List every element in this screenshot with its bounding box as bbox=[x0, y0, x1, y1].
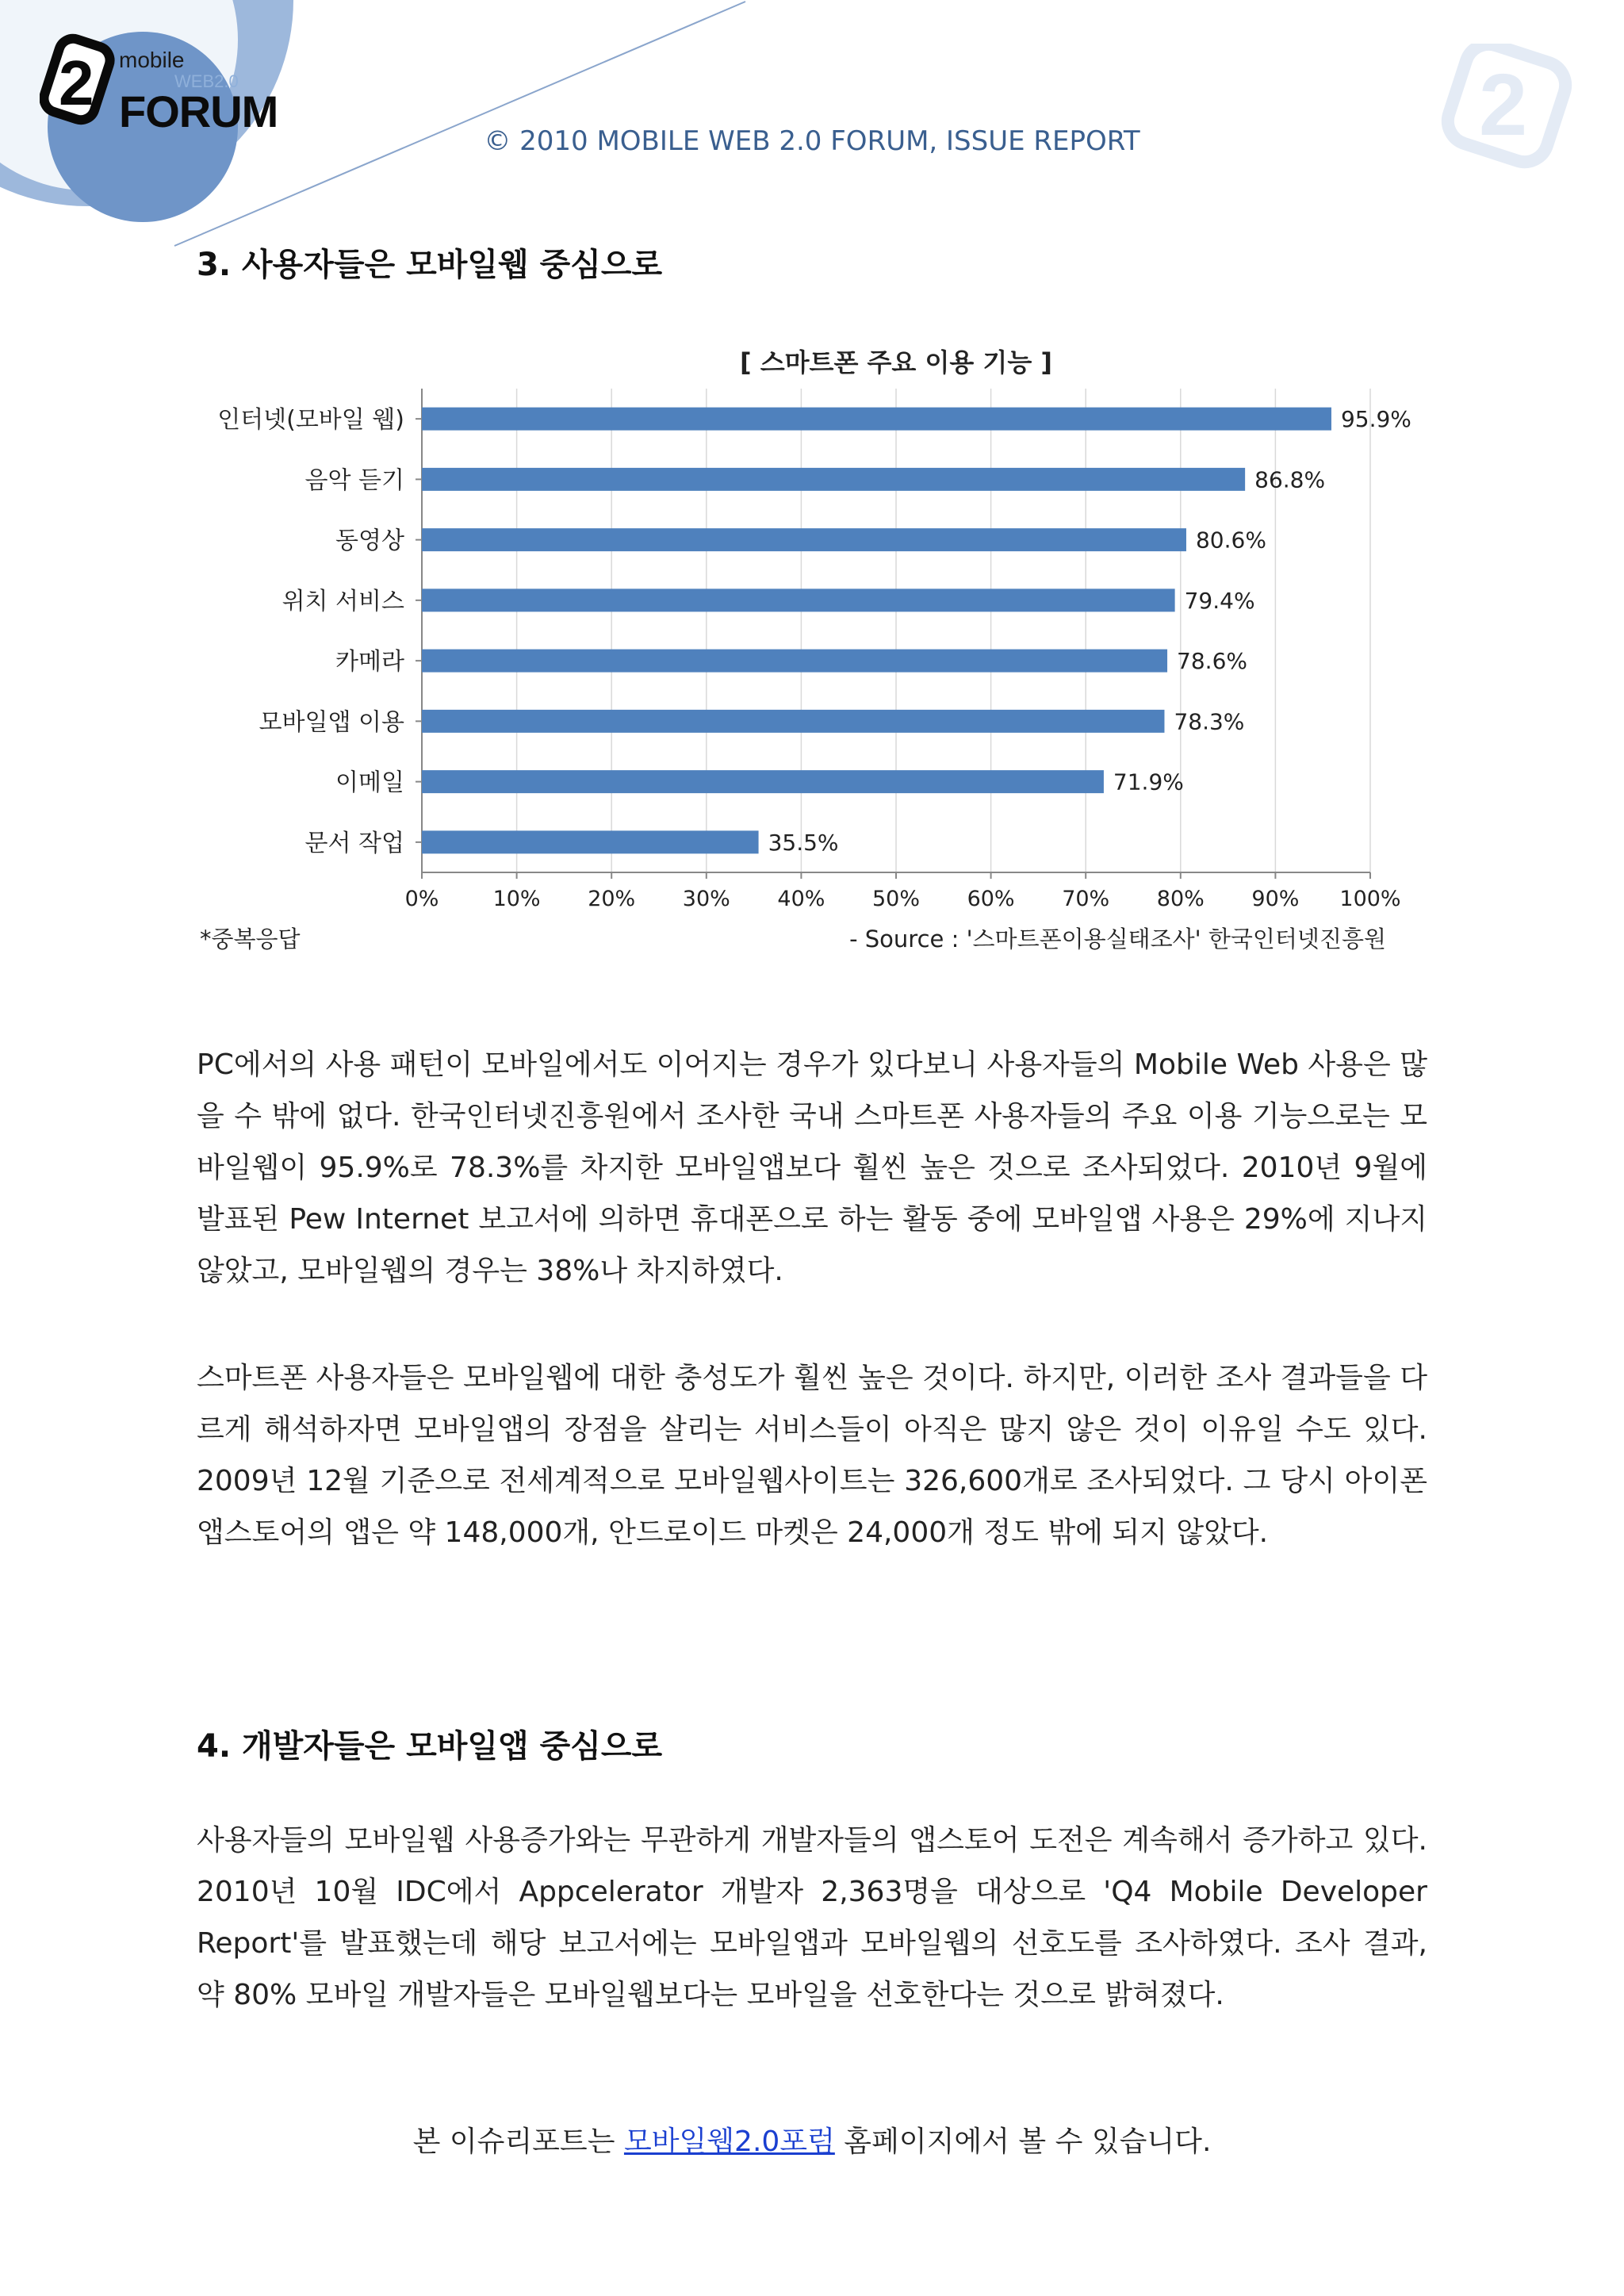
forum-logo-icon bbox=[40, 32, 119, 127]
chart-x-tick-label: 90% bbox=[1251, 887, 1300, 911]
chart-x-tick-label: 30% bbox=[682, 887, 730, 911]
chart-category-label: 인터넷(모바일 웹) bbox=[217, 406, 404, 435]
chart-category-label: 문서 작업 bbox=[304, 829, 404, 857]
chart-category-label: 모바일앱 이용 bbox=[259, 708, 404, 737]
chart-bar bbox=[422, 830, 759, 853]
chart-category-label: 동영상 bbox=[335, 527, 404, 555]
chart-category-label: 위치 서비스 bbox=[282, 587, 404, 615]
chart-category-label: 이메일 bbox=[335, 769, 404, 797]
chart-data-label: 71.9% bbox=[1113, 769, 1184, 795]
footer-suffix: 홈페이지에서 볼 수 있습니다. bbox=[834, 2125, 1212, 2158]
logo-text-mobile: mobile bbox=[119, 48, 185, 72]
chart-data-label: 78.6% bbox=[1177, 648, 1248, 675]
section3-title: 3. 사용자들은 모바일웹 중심으로 bbox=[197, 247, 663, 283]
footer-note bbox=[0, 2119, 1624, 2160]
chart-category-label: 음악 듣기 bbox=[304, 466, 404, 495]
logo-text-web: WEB2.0 bbox=[174, 71, 239, 91]
forum-homepage-link[interactable]: 모바일웹2.0포럼 bbox=[623, 2125, 835, 2158]
section4-title: 4. 개발자들은 모바일앱 중심으로 bbox=[197, 1728, 663, 1765]
chart-x-tick-label: 50% bbox=[871, 887, 921, 911]
chart-bar bbox=[422, 588, 1175, 611]
usage-bar-chart bbox=[198, 341, 1419, 983]
svg-text:2: 2 bbox=[59, 48, 94, 118]
chart-data-label: 35.5% bbox=[768, 829, 839, 856]
footer-prefix: 본 이슈리포트는 bbox=[412, 2125, 624, 2158]
chart-x-tick-label: 20% bbox=[588, 887, 636, 911]
chart-title: [ 스마트폰 주요 이용 기능 ] bbox=[739, 347, 1053, 378]
chart-bar bbox=[422, 650, 1167, 673]
chart-bar bbox=[422, 408, 1331, 431]
chart-category-label: 카메라 bbox=[335, 648, 404, 677]
chart-data-label: 78.3% bbox=[1174, 708, 1245, 735]
chart-bar bbox=[422, 770, 1104, 793]
chart-data-label: 79.4% bbox=[1184, 587, 1255, 614]
header-copyright: © 2010 MOBILE WEB 2.0 FORUM, ISSUE REPORT bbox=[484, 125, 1140, 157]
chart-note: *중복응답 bbox=[200, 926, 301, 953]
chart-bar bbox=[422, 468, 1245, 491]
chart-x-tick-label: 10% bbox=[492, 887, 541, 911]
svg-text:2: 2 bbox=[1479, 56, 1528, 154]
chart-x-tick-label: 60% bbox=[967, 887, 1015, 911]
chart-bar bbox=[422, 528, 1186, 551]
chart-bar bbox=[422, 710, 1164, 733]
chart-x-tick-label: 70% bbox=[1062, 887, 1110, 911]
chart-x-tick-label: 40% bbox=[777, 887, 825, 911]
section3-paragraph-1: PC에서의 사용 패턴이 모바일에서도 이어지는 경우가 있다보니 사용자들의 Mobile Web 사용은 많을 수 밖에 없다. 한국인터넷진흥원에서 조사한 국내 스마트폰 사용자들의 주요 이용 기능으로는 모바일웹이 95.9%로 78.3%를 차지한 모바일앱보다 훨씬 높은 것으로 조사되었다. 2010년 9월에 발표된 Pew Internet 보고서에 의하면 휴대폰으로 하는 활동 중에 모바일앱 사용은 29%에 지나지 않았고, 모바일웹의 경우는 38%나 차지하였다. bbox=[197, 1048, 1427, 1287]
section4-paragraph-1: 사용자들의 모바일웹 사용증가와는 무관하게 개발자들의 앱스토어 도전은 계속해서 증가하고 있다. 2010년 10월 IDC에서 Appcelerator 개발자 2,363명을 대상으로 'Q4 Mobile Developer Report'를 발표했는데 해당 보고서에는 모바일앱과 모바일웹의 선호도를 조사하였다. 조사 결과, 약 80% 모바일 개발자들은 모바일웹보다는 모바일을 선호한다는 것으로 밝혀졌다. bbox=[197, 1824, 1427, 2011]
chart-x-tick-label: 0% bbox=[404, 887, 439, 911]
logo-text-forum: FORUM bbox=[119, 86, 278, 136]
chart-data-label: 95.9% bbox=[1340, 406, 1411, 433]
chart-source: - Source : '스마트폰이용실태조사' 한국인터넷진흥원 bbox=[849, 926, 1386, 953]
chart-data-label: 80.6% bbox=[1195, 527, 1266, 554]
chart-data-label: 86.8% bbox=[1254, 466, 1326, 493]
chart-x-tick-label: 100% bbox=[1339, 887, 1401, 911]
chart-x-tick-label: 80% bbox=[1156, 887, 1205, 911]
section3-paragraph-2: 스마트폰 사용자들은 모바일웹에 대한 충성도가 훨씬 높은 것이다. 하지만, 이러한 조사 결과들을 다르게 해석하자면 모바일앱의 장점을 살리는 서비스들이 아직은 많지 않은 것이 이유일 수도 있다. 2009년 12월 기준으로 전세계적으로 모바일웹사이트는 326,600개로 조사되었다. 그 당시 아이폰 앱스토어의 앱은 약 148,000개, 안드로이드 마켓은 24,000개 정도 밖에 되지 않았다. bbox=[197, 1362, 1427, 1549]
